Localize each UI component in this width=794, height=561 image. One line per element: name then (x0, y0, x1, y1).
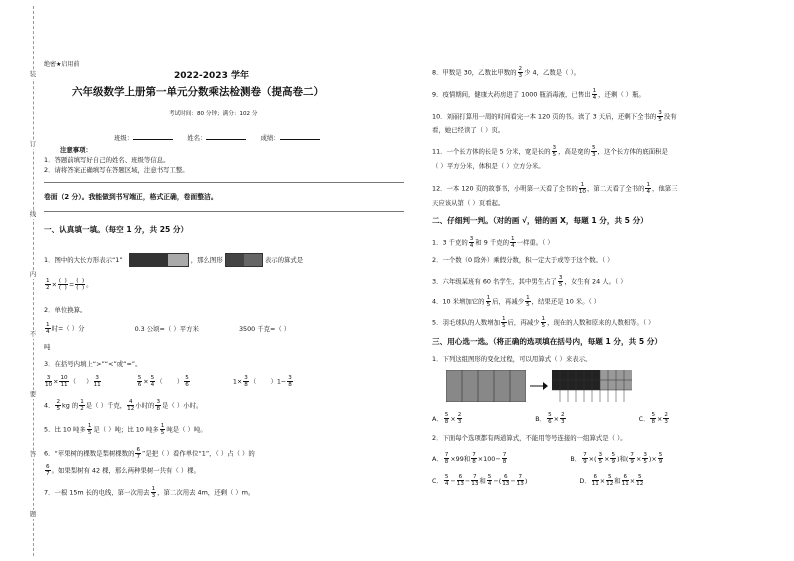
section-2-title: 二、仔细判一判。（对的画 √，错的画 X，每题 1 分，共 5 分） (432, 216, 648, 225)
binding-label: 线 (26, 210, 40, 219)
question-11: 11．一个长方体的长是 5 分米，宽是长的 $\frac{3}{5}$ ，高是宽的 $\frac{5}{3}$ ，这个长方体的底面积是 (432, 145, 668, 158)
choice-1-options (432, 412, 670, 425)
binding-label: 题 (26, 510, 40, 519)
divider (44, 211, 404, 212)
judge-3: 3．六年级某班有 60 名学生，其中男生占了 $\frac{3}{5}$ ，女生有 24 人。（ ） (432, 275, 627, 288)
option-c[interactable]: C． $\frac{5}{8}$ × $\frac{2}{3}$ (638, 412, 668, 425)
option-a[interactable]: A． $\frac{7}{8}$ ×99和 $\frac{7}{8}$ ×100− $\frac{7}{8}$ (432, 452, 507, 465)
binding-label: 内 (26, 270, 40, 279)
exam-meta: 考试时间：80 分钟；满分：102 分 (169, 111, 258, 117)
option-d[interactable]: D． $\frac{6}{11}$ × $\frac{5}{12}$ 和 $\frac{6}{11}$ × $\frac{5}{12}$ (579, 474, 644, 487)
judge-4: 4．10 米增加它的 $\frac{1}{5}$ 后，再减少 $\frac{1}{5}$ ，结果还是 10 米。（ ） (432, 295, 601, 308)
question-2-unit: 吨 (44, 343, 51, 351)
grid-figure-before (446, 370, 526, 402)
question-5: 5．比 10 吨多 $\frac{1}{5}$ 是（ ）吨；比 10 吨多 $\frac{1}{5}$ 吨是（ ）吨。 (44, 423, 207, 436)
question-7: 7．一根 15m 长的电线，第一次用去 $\frac{1}{3}$ ，第二次用去 4m，还剩（ ）m。 (44, 486, 255, 499)
choice-2-row-1 (432, 452, 664, 465)
left-page (44, 0, 416, 561)
option-b[interactable]: B． $\frac{5}{6}$ × $\frac{2}{3}$ (535, 412, 565, 425)
info-fields (114, 134, 320, 143)
question-3-items: $\frac{3}{10}$ × $\frac{10}{11}$ （ ） $\frac{3}{11}$ $\frac{5}{6}$ × $\frac{5}{4}$ （ ） $\frac{5}{6}$ 1× $\frac{3}{8}$ （ ）1− $\frac{3}{8}$ (45, 375, 292, 388)
notice-item: 2．请将答案正确填写在答题区域，注意书写工整。 (44, 166, 189, 174)
question-11-cont: （ ）平方分米，体积是（ ）立方分米。 (432, 162, 545, 170)
question-12: 12．一本 120 页的故事书，小明第一天看了全书的 $\frac{1}{10}$ ，第二天看了全书的 $\frac{1}{4}$ ，他第三 (432, 182, 678, 195)
question-1-formula: $\frac{1}{2}$ × $\frac{( )}{( )}$ = $\frac{( )}{( )}$ 。 (46, 278, 93, 291)
class-field[interactable] (133, 139, 173, 140)
binding-label: 答 (26, 450, 40, 459)
question-10-cont: 看，她已经读了（ ）页。 (432, 126, 505, 134)
question-3: 3．在括号内填上“>”“<”或“=”。 (44, 360, 142, 368)
option-b[interactable]: B． $\frac{7}{9}$ ×( $\frac{3}{5}$ × $\frac{5}{9}$ )和( $\frac{7}{9}$ × $\frac{3}{5}$ )× $\frac{5}{9}$ (570, 452, 663, 465)
binding-label: 要 (26, 390, 40, 399)
rectangle-figure (129, 253, 189, 267)
option-c[interactable]: C． $\frac{5}{4}$ − $\frac{6}{13}$ − $\frac{7}{13}$ 和 $\frac{5}{4}$ −( $\frac{6}{13}$ − $\frac{7}{13}$ ) (432, 474, 528, 487)
binding-label: 不 (26, 330, 40, 339)
arrow-icon (530, 380, 548, 392)
score-field[interactable] (280, 139, 320, 140)
divider (44, 182, 404, 183)
notice-title: 注意事项： (60, 146, 92, 154)
class-field-label: 班级： (114, 134, 134, 142)
neatness-note: 卷面（2 分）。我能做到书写端正，格式正确，卷面整洁。 (44, 193, 218, 201)
shaded-figure (225, 253, 263, 267)
section-3-title: 三、用心选一选。（将正确的选项填在括号内，每题 1 分，共 5 分） (432, 337, 662, 346)
question-9: 9．疫情期间，健康大药房进了 1000 瓶消毒液，已售出 $\frac{1}{4}$ ，还剩（ ）瓶。 (432, 88, 645, 101)
page-title: 六年级数学上册第一单元分数乘法检测卷（提高卷二） (72, 86, 324, 98)
question-12-cont: 天应该从第（ ）页看起。 (432, 199, 505, 207)
name-field-label: 姓名： (187, 134, 207, 142)
binding-margin (0, 0, 44, 561)
secret-label: 绝密★启用前 (44, 61, 80, 68)
question-8: 8．甲数是 30，乙数比甲数的 $\frac{2}{3}$ 少 4，乙数是（ ）。 (432, 66, 581, 79)
option-a[interactable]: A． $\frac{5}{8}$ × $\frac{2}{3}$ (432, 412, 462, 425)
choice-2: 2．下面每个选项都有两道算式，不能用等号连接的一组算式是（ ）。 (432, 434, 627, 442)
notice-item: 1．答题前填写好自己的姓名、班级等信息。 (44, 156, 170, 164)
choice-2-row-2 (432, 474, 644, 487)
choice-1: 1．下列这组图形的变化过程，可以用算式（ ）来表示。 (432, 355, 592, 363)
binding-label: 装 (26, 70, 40, 79)
judge-1: 1．3 千克的 $\frac{3}{4}$ 和 9 千克的 $\frac{1}{4}$ 一样重。（ ） (432, 236, 554, 249)
question-10: 10．刘丽打算用一周的时间看完一本 120 页的书。读了 3 天后，还剩下全书的 $\frac{3}{5}$ 没有 (432, 110, 677, 123)
school-year: 2022-2023 学年 (174, 71, 249, 81)
question-2-items: $\frac{1}{4}$ 时=（ ）分 0.3 公顷=（ ）平方米 3500 千克=（ ） (46, 322, 291, 335)
judge-2: 2．一个数（0 除外）乘假分数，积一定大于或等于这个数。（ ） (432, 256, 614, 264)
question-2: 2．单位换算。 (44, 306, 87, 314)
grid-figure-after (552, 370, 632, 402)
section-1-title: 一、认真填一填。（每空 1 分，共 25 分） (44, 225, 189, 234)
question-6: 6．“苹果树的棵数是梨树棵数的 $\frac{6}{7}$ ”是把（ ）看作单位“1”，（ ）占（ ）的 (44, 447, 255, 460)
question-4: 4． $\frac{2}{5}$ kg 的 $\frac{1}{2}$ 是（ ）千克， $\frac{4}{12}$ 小时的 $\frac{3}{8}$ 是（ ）小时。 (44, 399, 203, 412)
question-6-cont: $\frac{6}{7}$ 。如果梨树有 42 棵，那么两种果树一共有（ ）棵。 (46, 464, 200, 477)
right-page (432, 0, 787, 561)
score-field-label: 成绩： (260, 134, 280, 142)
binding-dashed-line (33, 6, 34, 556)
binding-label: 订 (26, 140, 40, 149)
name-field[interactable] (206, 139, 246, 140)
judge-5: 5．羽毛球队的人数增加 $\frac{1}{5}$ 后，再减少 $\frac{1}{5}$ ，现在的人数和原来的人数相等。（ ） (432, 316, 655, 329)
question-1: 1．图中的大长方形表示“1” ，那么图形 表示的算式是 (44, 253, 303, 267)
